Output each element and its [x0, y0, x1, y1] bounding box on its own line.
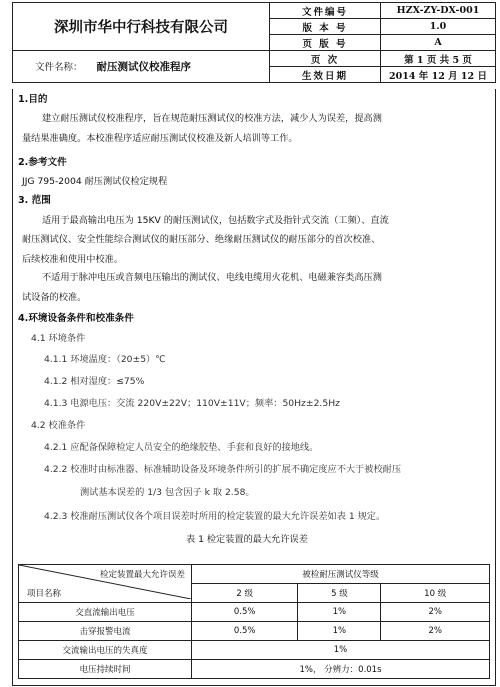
section-4-2-title: 4.2 校准条件 — [31, 420, 86, 431]
header-value-effective-date: 2014 年 12 月 12 日 — [381, 67, 496, 83]
document-header-table — [12, 2, 496, 83]
header-key-doc-number: 文件编号 — [270, 3, 381, 19]
section-3-title: 3. 范围 — [18, 195, 51, 206]
table-cell: 1% — [298, 603, 381, 622]
section-4-1-title: 4.1 环境条件 — [31, 333, 86, 344]
table-row-name: 交流输出电压的失真度 — [19, 641, 192, 660]
table-cell: 2% — [381, 603, 490, 622]
section-3-line-1: 适用于最高输出电压为 15KV 的耐压测试仪，包括数字式及指针式交流（工频）、直流 — [42, 215, 389, 226]
section-3-line-3: 后续校准和使用中校准。 — [22, 254, 124, 265]
table-row — [19, 641, 490, 660]
section-3-line-2: 耐压测试仪、安全性能综合测试仪的耐压部分、绝缘耐压测试仪的耐压部分的首次校准、 — [22, 234, 381, 245]
table-cell: 2% — [381, 622, 490, 641]
section-1-paragraph-line-2: 量结果准确度。本校准程序适应耐压测试仪校准及新人培训等工作。 — [22, 133, 298, 144]
section-4-2-2-line-1: 4.2.2 校准时由标准器、标准辅助设备及环境条件所引的扩展不确定度应不大于被校耐压 — [44, 464, 402, 475]
header-value-page-version: A — [381, 35, 496, 51]
table-1 — [18, 564, 490, 679]
table-row-name: 电压持续时间 — [19, 660, 192, 679]
table-row-name: 击穿报警电流 — [19, 622, 192, 641]
header-key-version: 版 本 号 — [270, 19, 381, 35]
header-key-page-version: 页 版 号 — [270, 35, 381, 51]
table-row — [19, 660, 490, 679]
section-4-2-3: 4.2.3 校准耐压测试仪各个项目误差时所用的检定装置的最大允许误差如表 1 规定。 — [44, 511, 386, 522]
table-1-level-10: 10 级 — [381, 584, 490, 603]
table-merged-cell: 1%， 分辨力：0.01s — [192, 660, 490, 679]
section-4-1-2: 4.1.2 相对湿度：≤75% — [44, 376, 145, 387]
section-1-title: 1.目的 — [18, 94, 48, 105]
section-4-title: 4.环境设备条件和校准条件 — [18, 313, 134, 324]
table-1-diagonal-bottom-label: 项目名称 — [27, 589, 62, 599]
section-1-paragraph-line-1: 建立耐压测试仪校准程序，旨在规范耐压测试仪的校准方法，减少人为误差，提高测 — [42, 113, 382, 124]
table-cell: 1% — [298, 622, 381, 641]
header-value-doc-number: HZX-ZY-DX-001 — [381, 3, 496, 19]
table-1-diagonal-header-cell — [19, 565, 192, 603]
file-name: 耐压测试仪校准程序 — [96, 61, 192, 73]
header-key-effective-date: 生效日期 — [270, 67, 381, 83]
section-4-1-1: 4.1.1 环境温度：（20±5）℃ — [44, 354, 166, 365]
header-key-page: 页 次 — [270, 51, 381, 67]
section-3-line-4: 不适用于脉冲电压或音频电压输出的测试仪、电线电缆用火花机、电磁兼容类高压测 — [42, 272, 382, 283]
table-merged-cell: 1% — [192, 641, 490, 660]
table-1-diagonal-top-label: 检定装置最大允许误差 — [99, 570, 185, 580]
table-cell: 0.5% — [192, 622, 298, 641]
table-row — [19, 622, 490, 641]
table-row-name: 交直流输出电压 — [19, 603, 192, 622]
file-name-label: 文件名称： — [35, 62, 83, 73]
table-cell: 0.5% — [192, 603, 298, 622]
company-name: 深圳市华中行科技有限公司 — [13, 3, 270, 51]
table-1-level-2: 2 级 — [192, 584, 298, 603]
table-1-level-5: 5 级 — [298, 584, 381, 603]
table-1-caption: 表 1 检定装置的最大允许误差 — [186, 534, 308, 545]
section-2-title: 2.参考文件 — [18, 157, 67, 168]
header-value-version: 1.0 — [381, 19, 496, 35]
header-value-page: 第 1 页 共 5 页 — [381, 51, 496, 67]
section-4-2-1: 4.2.1 应配备保障检定人员安全的绝缘胶垫、手套和良好的接地线。 — [44, 442, 319, 453]
section-2-reference: JJG 795-2004 耐压测试仪检定规程 — [22, 176, 168, 187]
section-3-line-5: 试设备的校准。 — [22, 292, 87, 303]
table-1-group-header: 被检耐压测试仪等级 — [192, 565, 490, 584]
table-row — [19, 603, 490, 622]
file-name-cell — [13, 51, 270, 83]
section-4-2-2-line-2: 测试基本误差的 1/3 包含因子 k 取 2.58。 — [80, 487, 255, 498]
section-4-1-3: 4.1.3 电源电压：交流 220V±22V；110V±11V；频率：50Hz±2.5Hz — [44, 398, 340, 409]
